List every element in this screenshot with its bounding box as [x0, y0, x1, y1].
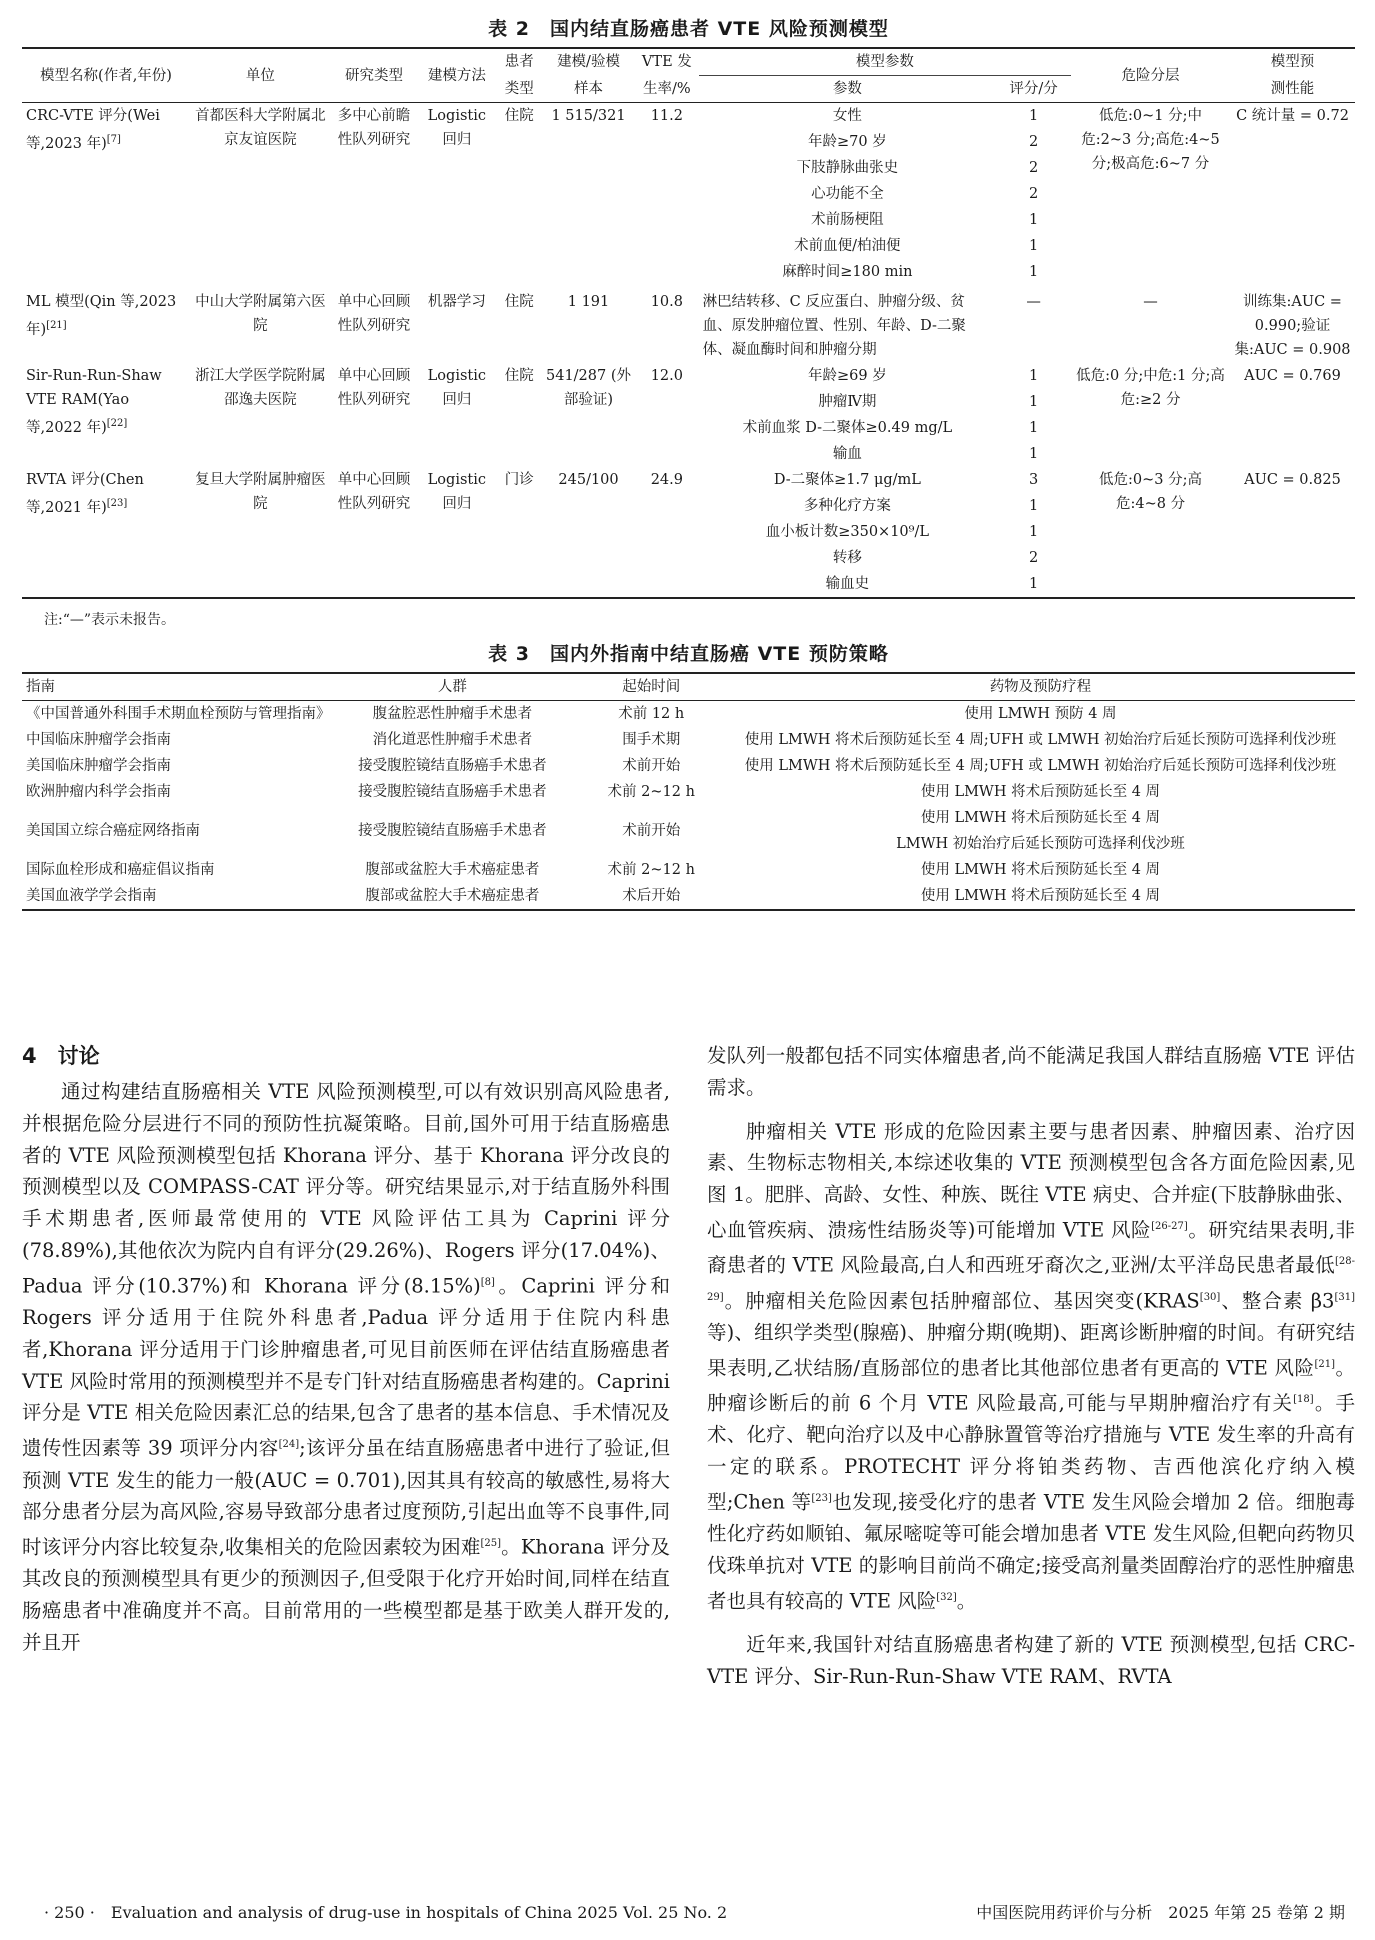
cell-unit: 浙江大学医学院附属邵逸夫医院	[195, 368, 326, 408]
cell-unit: 复旦大学附属肿瘤医院	[195, 472, 326, 512]
citation: [23]	[106, 498, 128, 509]
table2-body	[22, 103, 1355, 599]
cell-risk: 低危:0~3 分;高危:4~8 分	[1099, 472, 1203, 512]
th3-start: 起始时间	[577, 673, 726, 701]
cell-param: 下肢静脉曲张史	[796, 160, 899, 176]
cell-performance: 训练集:AUC = 0.990;验证集:AUC = 0.908	[1234, 294, 1351, 358]
cell-study-type: 单中心回顾性队列研究	[337, 368, 411, 408]
table3-row	[22, 753, 1355, 779]
cell-score: 1	[1028, 420, 1039, 436]
th-method: 建模方法	[417, 48, 496, 103]
table3-row	[22, 779, 1355, 805]
citation: [31]	[1334, 1291, 1355, 1303]
citation: [21]	[46, 320, 67, 331]
citation: [8]	[480, 1276, 495, 1288]
cell-param: 术前血便/柏油便	[794, 238, 901, 254]
cell-score: 1	[1028, 368, 1039, 384]
paragraph: 通过构建结直肠癌相关 VTE 风险预测模型,可以有效识别高风险患者,并根据危险分层进行不同的预防性抗凝策略。目前,国外可用于结直肠癌患者的 VTE 风险预测模型包括 Khorana 评分、基于 Khorana 评分改良的预测模型以及 COMPASS-CAT 评分等。研究结果显示,对于结直肠外科围手术期患者,医师最常使用的 VTE 风险评估工具为 Caprini 评分(78.89%),其他依次为院内自有评分(29.26%)、Rogers 评分(17.04%)、Padua 评分(10.37%)和 Khorana 评分(8.15%)[8]。Caprini 评分和 Rogers 评分适用于住院外科患者,Padua 评分适用于住院内科患者,Khorana 评分适用于门诊肿瘤患者,可见目前医师在评估结直肠癌患者 VTE 风险时常用的预测模型并不是专门针对结直肠癌患者构建的。Caprini 评分是 VTE 相关危险因素汇总的结果,包含了患者的基本信息、手术情况及遗传性因素等 39 项评分内容[24];该评分虽在结直肠癌患者中进行了验证,但预测 VTE 发生的能力一般(AUC = 0.701),因其具有较高的敏感性,易将大部分患者分层为高风险,容易导致部分患者过度预防,引起出血等不良事件,同时该评分内容比较复杂,收集相关的危险因素较为困难[25]。Khorana 评分及其改良的预测模型具有更少的预测因子,但受限于化疗开始时间,同样在结直肠癌患者中准确度并不高。目前常用的一些模型都是基于欧美人群开发的,并且开	[22, 1080, 670, 1655]
cell-score: 2	[1028, 550, 1039, 566]
cell-start: 术前 2~12 h	[607, 784, 695, 800]
cell-param: 女性	[832, 108, 862, 124]
citation: [28-29]	[707, 1256, 1355, 1303]
cell-patient: 住院	[504, 294, 534, 310]
cell-study-type: 单中心回顾性队列研究	[337, 294, 411, 334]
cell-score: 1	[1028, 576, 1039, 592]
cell-start: 术前开始	[622, 758, 681, 774]
citation: [21]	[1314, 1358, 1336, 1370]
table3-row	[22, 701, 1355, 728]
th-score: 评分/分	[996, 76, 1071, 103]
cell-drug: 使用 LMWH 将术后预防延长至 4 周	[920, 784, 1161, 800]
cell-method: Logistic 回归	[427, 368, 486, 408]
th-rate-1: VTE 发	[641, 54, 692, 71]
cell-param: 转移	[832, 550, 862, 566]
cell-param: 麻醉时间≥180 min	[782, 264, 913, 280]
cell-performance: C 统计量 = 0.72	[1236, 108, 1349, 124]
th-sample-2: 样本	[542, 76, 635, 103]
th-patient-1: 患者	[504, 54, 534, 71]
th-patient-2: 类型	[497, 76, 542, 103]
th-risk: 危险分层	[1071, 48, 1230, 103]
cell-score: 1	[1028, 394, 1039, 410]
citation: [30]	[1199, 1291, 1221, 1303]
cell-guide: 美国血液学学会指南	[26, 888, 157, 904]
cell-sample: 1 191	[567, 294, 610, 310]
cell-param: 血小板计数≥350×10⁹/L	[765, 524, 929, 540]
cell-rate: 11.2	[650, 108, 683, 124]
table3-caption: 表 3 国内外指南中结直肠癌 VTE 预防策略	[488, 643, 889, 665]
cell-rate: 24.9	[650, 472, 683, 488]
cell-param: 多种化疗方案	[803, 498, 891, 514]
paragraph: 发队列一般都包括不同实体瘤患者,尚不能满足我国人群结直肠癌 VTE 评估需求。	[707, 1044, 1355, 1099]
cell-score: 3	[1028, 472, 1039, 488]
table3	[22, 672, 1355, 911]
cell-pop: 接受腹腔镜结直肠癌手术患者	[358, 823, 547, 839]
cell-model-name: RVTA 评分(Chen 等,2021 年)[23]	[26, 472, 144, 516]
section-title: 4 讨论	[22, 1044, 100, 1068]
cell-param: 输血史	[825, 576, 870, 592]
table2-note: 注:“—”表示未报告。	[44, 612, 176, 628]
cell-method: 机器学习	[427, 294, 486, 310]
table2	[22, 47, 1355, 599]
th-name: 模型名称(作者,年份)	[22, 48, 190, 103]
citation: [22]	[106, 418, 128, 429]
cell-param: 心功能不全	[811, 186, 884, 202]
cell-param: 术前血浆 D-二聚体≥0.49 mg/L	[742, 420, 953, 436]
citation: [25]	[480, 1538, 502, 1550]
cell-risk: —	[1143, 294, 1158, 310]
th3-drug: 药物及预防疗程	[726, 673, 1355, 701]
table3-row	[22, 727, 1355, 753]
cell-guide: 美国国立综合癌症网络指南	[26, 823, 200, 839]
table3-body	[22, 701, 1355, 911]
cell-drug: 使用 LMWH 预防 4 周	[964, 706, 1117, 722]
cell-study-type: 单中心回顾性队列研究	[337, 472, 411, 512]
cell-patient: 门诊	[504, 472, 534, 488]
right-column	[707, 1040, 1355, 1693]
cell-start: 围手术期	[622, 732, 681, 748]
cell-score: 2	[1028, 160, 1039, 176]
cell-sample: 245/100	[558, 472, 619, 488]
cell-param: 年龄≥69 岁	[808, 368, 887, 384]
cell-score: 1	[1028, 212, 1039, 228]
citation: [23]	[811, 1492, 832, 1504]
table3-row	[22, 883, 1355, 910]
cell-drug: 使用 LMWH 将术后预防延长至 4 周	[920, 888, 1161, 904]
cell-start: 术前 12 h	[618, 706, 685, 722]
cell-unit: 首都医科大学附属北京友谊医院	[195, 108, 326, 148]
cell-score: 2	[1028, 134, 1039, 150]
cell-pop: 接受腹腔镜结直肠癌手术患者	[358, 784, 547, 800]
th-rate-2: 生率/%	[635, 76, 699, 103]
page	[22, 14, 1355, 911]
cell-performance: AUC = 0.825	[1244, 472, 1341, 488]
cell-patient: 住院	[504, 108, 534, 124]
cell-param: 淋巴结转移、C 反应蛋白、肿瘤分级、贫血、原发肿瘤位置、性别、年龄、D-二聚体、凝血酶时间和肿瘤分期	[702, 294, 966, 358]
cell-score: 1	[1028, 446, 1039, 462]
th-params: 模型参数	[699, 48, 1071, 76]
citation: [24]	[278, 1439, 300, 1451]
cell-guide: 欧洲肿瘤内科学会指南	[26, 784, 171, 800]
cell-method: Logistic 回归	[427, 472, 486, 512]
th-study-type: 研究类型	[331, 48, 417, 103]
table2-row	[22, 103, 1355, 130]
cell-risk: 低危:0~1 分;中危:2~3 分;高危:4~5 分;极高危:6~7 分	[1081, 108, 1220, 172]
cell-pop: 接受腹腔镜结直肠癌手术患者	[358, 758, 547, 774]
cell-score: 1	[1028, 108, 1039, 124]
th-perf-1: 模型预	[1270, 54, 1315, 71]
cell-param: 年龄≥70 岁	[808, 134, 887, 150]
th-perf-2: 测性能	[1230, 76, 1355, 103]
cell-score: 1	[1028, 498, 1039, 514]
citation: [32]	[936, 1591, 957, 1603]
cell-performance: AUC = 0.769	[1244, 368, 1341, 384]
body-text	[22, 1040, 1355, 1870]
th3-guide: 指南	[22, 673, 328, 701]
cell-start: 术后开始	[622, 888, 681, 904]
cell-score: 1	[1028, 524, 1039, 540]
cell-patient: 住院	[504, 368, 534, 384]
cell-guide: 中国临床肿瘤学会指南	[26, 732, 171, 748]
cell-pop: 腹盆腔恶性肿瘤手术患者	[372, 706, 533, 722]
table3-row	[22, 857, 1355, 883]
cell-start: 术前开始	[622, 823, 681, 839]
cell-sample: 541/287 (外部验证)	[546, 368, 632, 408]
th3-pop: 人群	[328, 673, 576, 701]
cell-model-name: ML 模型(Qin 等,2023 年)[21]	[26, 294, 177, 338]
cell-drug: 使用 LMWH 将术后预防延长至 4 周;UFH 或 LMWH 初始治疗后延长预防可选择利伐沙班	[744, 758, 1337, 774]
paragraph: 近年来,我国针对结直肠癌患者构建了新的 VTE 预测模型,包括 CRC-VTE 评分、Sir-Run-Run-Shaw VTE RAM、RVTA	[707, 1633, 1355, 1688]
cell-unit: 中山大学附属第六医院	[195, 294, 326, 334]
cell-score: 1	[1028, 238, 1039, 254]
cell-rate: 12.0	[650, 368, 683, 384]
citation: [18]	[1293, 1393, 1314, 1405]
footer-left: · 250 · Evaluation and analysis of drug-use in hospitals of China 2025 Vol. 25 No. 2	[44, 1903, 728, 1922]
cell-model-name: Sir-Run-Run-Shaw VTE RAM(Yao 等,2022 年)[22]	[26, 368, 162, 436]
cell-score: —	[1026, 294, 1041, 310]
footer-right: 中国医院用药评价与分析 2025 年第 25 卷第 2 期	[976, 1903, 1345, 1922]
left-column	[22, 1040, 670, 1659]
paragraph: 肿瘤相关 VTE 形成的危险因素主要与患者因素、肿瘤因素、治疗因素、生物标志物相关,本综述收集的 VTE 预测模型包含各方面危险因素,见图 1。肥胖、高龄、女性、种族、既往 VTE 病史、合并症(下肢静脉曲张、心血管疾病、溃疡性结肠炎等)可能增加 VTE 风险[26-27]。研究结果表明,非裔患者的 VTE 风险最高,白人和西班牙裔次之,亚洲/太平洋岛民患者最低[28-29]。肿瘤相关危险因素包括肿瘤部位、基因突变(KRAS[30]、整合素 β3[31]等)、组织学类型(腺癌)、肿瘤分期(晚期)、距离诊断肿瘤的时间。有研究结果表明,乙状结肠/直肠部位的患者比其他部位患者有更高的 VTE 风险[21]。肿瘤诊断后的前 6 个月 VTE 风险最高,可能与早期肿瘤治疗有关[18]。手术、化疗、靶向治疗以及中心静脉置管等治疗措施与 VTE 发生率的升高有一定的联系。PROTECHT 评分将铂类药物、吉西他滨化疗纳入模型;Chen 等[23]也发现,接受化疗的患者 VTE 发生风险会增加 2 倍。细胞毒性化疗药如顺铂、氟尿嘧啶等可能会增加患者 VTE 发生风险,但靶向药物贝伐珠单抗对 VTE 的影响目前尚不确定;接受高剂量类固醇治疗的恶性肿瘤患者也具有较高的 VTE 风险[32]。	[707, 1119, 1355, 1613]
cell-guide: 国际血栓形成和癌症倡议指南	[26, 862, 215, 878]
cell-rate: 10.8	[650, 294, 683, 310]
cell-model-name: CRC-VTE 评分(Wei 等,2023 年)[7]	[26, 108, 160, 152]
table2-row	[22, 467, 1355, 493]
citation: [26-27]	[1151, 1220, 1188, 1232]
table3-row	[22, 805, 1355, 857]
table2-row	[22, 363, 1355, 389]
cell-study-type: 多中心前瞻性队列研究	[337, 108, 411, 148]
cell-pop: 消化道恶性肿瘤手术患者	[372, 732, 533, 748]
cell-method: Logistic 回归	[427, 108, 486, 148]
th-unit: 单位	[190, 48, 331, 103]
cell-sample: 1 515/321	[551, 108, 626, 124]
cell-drug: 使用 LMWH 将术后预防延长至 4 周;UFH 或 LMWH 初始治疗后延长预防可选择利伐沙班	[744, 732, 1337, 748]
cell-guide: 美国临床肿瘤学会指南	[26, 758, 171, 774]
th-param: 参数	[699, 76, 996, 103]
citation: [7]	[106, 134, 121, 145]
cell-param: 输血	[832, 446, 862, 462]
cell-start: 术前 2~12 h	[607, 862, 695, 878]
cell-param: D-二聚体≥1.7 μg/mL	[773, 472, 921, 488]
cell-risk: 低危:0 分;中危:1 分;高危:≥2 分	[1076, 368, 1225, 408]
cell-guide: 《中国普通外科围手术期血栓预防与管理指南》	[26, 706, 331, 722]
cell-pop: 腹部或盆腔大手术癌症患者	[365, 888, 540, 904]
th-sample-1: 建模/验模	[557, 54, 620, 71]
cell-param: 肿瘤Ⅳ期	[818, 394, 877, 410]
table2-row	[22, 289, 1355, 363]
cell-drug: 使用 LMWH 将术后预防延长至 4 周	[920, 862, 1161, 878]
cell-score: 1	[1028, 264, 1039, 280]
table2-caption: 表 2 国内结直肠癌患者 VTE 风险预测模型	[488, 18, 889, 40]
cell-pop: 腹部或盆腔大手术癌症患者	[365, 862, 540, 878]
cell-drug: 使用 LMWH 将术后预防延长至 4 周 LMWH 初始治疗后延长预防可选择利伐沙班	[896, 810, 1185, 852]
cell-score: 2	[1028, 186, 1039, 202]
cell-param: 术前肠梗阻	[811, 212, 884, 228]
